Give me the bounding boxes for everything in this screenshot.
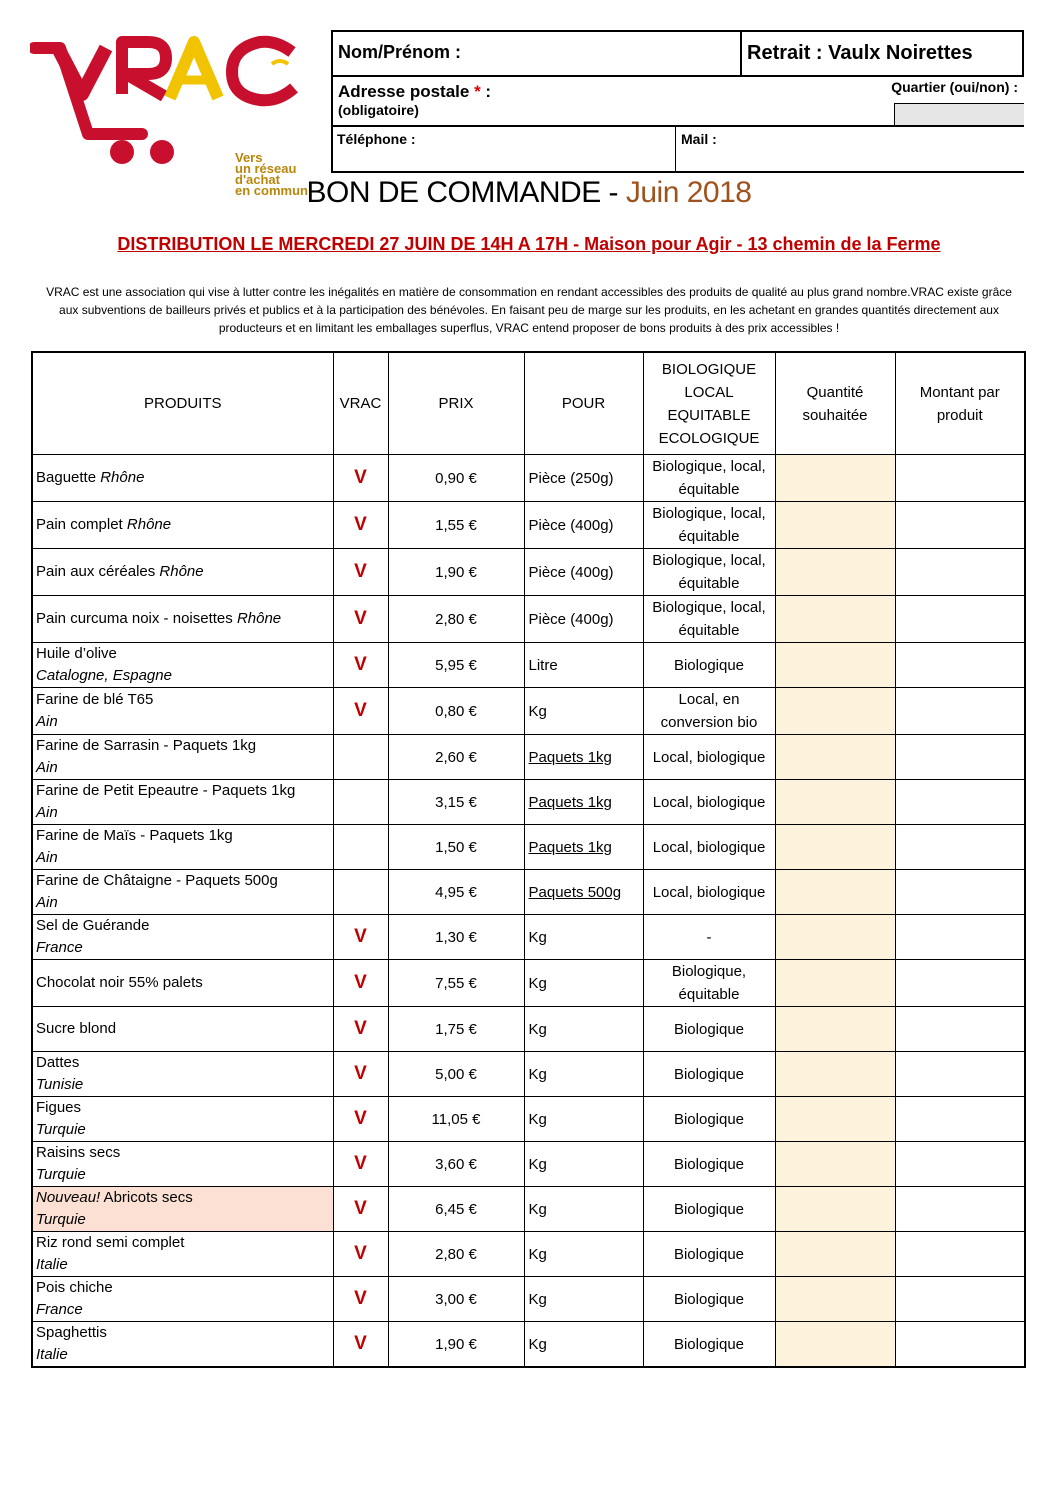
product-cell (32, 549, 333, 596)
vrac-cell (333, 1277, 388, 1322)
product-name: Raisins secs (36, 1144, 121, 1161)
label-cell: Biologique (643, 1232, 775, 1277)
vrac-mark: V (354, 926, 367, 947)
table-row (32, 1007, 1025, 1052)
vrac-mark: V (354, 1018, 367, 1039)
product-cell (32, 1277, 333, 1322)
product-origin: France (36, 1301, 83, 1318)
vrac-cell (333, 870, 388, 915)
price-cell: 7,55 € (388, 960, 524, 1007)
product-cell (32, 1097, 333, 1142)
quantity-input-cell[interactable] (775, 870, 895, 915)
product-origin: Turquie (36, 1166, 86, 1183)
table-row (32, 870, 1025, 915)
price-cell: 5,00 € (388, 1052, 524, 1097)
price-cell: 0,90 € (388, 455, 524, 502)
quantity-input-cell[interactable] (775, 780, 895, 825)
vrac-cell (333, 1322, 388, 1368)
price-cell: 4,95 € (388, 870, 524, 915)
header-vrac: VRAC (333, 352, 388, 455)
vrac-cell (333, 1142, 388, 1187)
unit-cell: Kg (524, 1097, 643, 1142)
amount-cell (895, 1097, 1025, 1142)
amount-cell (895, 870, 1025, 915)
product-cell (32, 643, 333, 688)
vrac-cell (333, 549, 388, 596)
table-row (32, 825, 1025, 870)
quantity-input-cell[interactable] (775, 1277, 895, 1322)
quartier-label: Quartier (oui/non) : (891, 79, 1018, 95)
name-field[interactable]: Nom/Prénom : (331, 30, 742, 77)
product-origin: Tunisie (36, 1076, 84, 1093)
amount-cell (895, 502, 1025, 549)
price-cell: 2,80 € (388, 596, 524, 643)
product-name: Chocolat noir 55% palets (36, 974, 203, 991)
label-cell: Local, biologique (643, 780, 775, 825)
vrac-cell (333, 825, 388, 870)
label-cell: Biologique, local, équitable (643, 502, 775, 549)
label-cell: Biologique (643, 1142, 775, 1187)
product-origin: Ain (36, 804, 58, 821)
product-cell (32, 1007, 333, 1052)
vrac-mark: V (354, 467, 367, 488)
unit-cell: Pièce (400g) (524, 549, 643, 596)
title-month: Juin 2018 (625, 176, 752, 209)
price-cell: 1,75 € (388, 1007, 524, 1052)
amount-cell (895, 1232, 1025, 1277)
product-name: Farine de Châtaigne - Paquets 500g (36, 872, 278, 889)
amount-cell (895, 1322, 1025, 1368)
order-table (31, 351, 1026, 1368)
price-cell: 6,45 € (388, 1187, 524, 1232)
vrac-cell (333, 780, 388, 825)
product-name: Farine de blé T65 (36, 691, 154, 708)
vrac-cell (333, 1007, 388, 1052)
table-row (32, 549, 1025, 596)
product-cell (32, 1187, 333, 1232)
vrac-cell (333, 596, 388, 643)
table-row (32, 780, 1025, 825)
price-cell: 2,60 € (388, 735, 524, 780)
product-name: Farine de Maïs - Paquets 1kg (36, 827, 233, 844)
quantity-input-cell[interactable] (775, 596, 895, 643)
price-cell: 1,30 € (388, 915, 524, 960)
amount-cell (895, 960, 1025, 1007)
table-row (32, 688, 1025, 735)
vrac-mark: V (354, 700, 367, 721)
address-label: Adresse postale (338, 82, 470, 101)
label-cell: Biologique, local, équitable (643, 596, 775, 643)
quantity-input-cell[interactable] (775, 1142, 895, 1187)
product-cell (32, 825, 333, 870)
vrac-cell (333, 502, 388, 549)
table-row (32, 1232, 1025, 1277)
vrac-cell (333, 1097, 388, 1142)
table-row (32, 960, 1025, 1007)
amount-cell (895, 1277, 1025, 1322)
label-cell: Local, biologique (643, 825, 775, 870)
product-origin: Rhône (236, 610, 282, 627)
vrac-mark: V (354, 608, 367, 629)
unit-cell: Pièce (400g) (524, 596, 643, 643)
quantity-input-cell[interactable] (775, 915, 895, 960)
unit-cell: Kg (524, 960, 643, 1007)
amount-cell (895, 825, 1025, 870)
amount-cell (895, 780, 1025, 825)
vrac-mark: V (354, 654, 367, 675)
product-cell (32, 780, 333, 825)
product-cell (32, 960, 333, 1007)
customer-info-form (331, 30, 1024, 173)
product-name: Abricots secs (100, 1189, 193, 1206)
product-origin: Italie (36, 1256, 68, 1273)
retrait-field: Retrait : Vaulx Noirettes (742, 30, 1024, 77)
label-cell: - (643, 915, 775, 960)
label-cell: Biologique (643, 1052, 775, 1097)
product-name: Pois chiche (36, 1279, 113, 1296)
new-badge: Nouveau! (36, 1189, 101, 1206)
product-name: Pain curcuma noix - noisettes (36, 610, 237, 627)
quartier-field[interactable] (894, 103, 1024, 125)
vrac-mark: V (354, 1198, 367, 1219)
price-cell: 1,50 € (388, 825, 524, 870)
product-cell (32, 915, 333, 960)
telephone-field[interactable]: Téléphone : (331, 125, 676, 173)
product-name: Figues (36, 1099, 82, 1116)
unit-cell: Kg (524, 1142, 643, 1187)
table-row (32, 455, 1025, 502)
quantity-input-cell[interactable] (775, 960, 895, 1007)
quantity-input-cell[interactable] (775, 1232, 895, 1277)
header-label: BIOLOGIQUE LOCAL EQUITABLE ECOLOGIQUE (643, 352, 775, 455)
amount-cell (895, 549, 1025, 596)
header-quantite: Quantité souhaitée (775, 352, 895, 455)
product-name: Sucre blond (36, 1020, 117, 1037)
product-origin: Ain (36, 849, 58, 866)
product-name: Pain aux céréales (36, 563, 160, 580)
price-cell: 5,95 € (388, 643, 524, 688)
price-cell: 3,15 € (388, 780, 524, 825)
label-cell: Biologique (643, 1097, 775, 1142)
vrac-mark: V (354, 1108, 367, 1129)
unit-cell: Kg (524, 1322, 643, 1368)
price-cell: 1,55 € (388, 502, 524, 549)
label-cell: Biologique (643, 1277, 775, 1322)
vrac-cell (333, 1232, 388, 1277)
product-cell (32, 870, 333, 915)
vrac-cell (333, 960, 388, 1007)
product-origin: Ain (36, 713, 58, 730)
product-name: Dattes (36, 1054, 80, 1071)
header-pour: POUR (524, 352, 643, 455)
label-cell: Local, biologique (643, 870, 775, 915)
quantity-input-cell[interactable] (775, 688, 895, 735)
table-row (32, 596, 1025, 643)
unit-cell: Litre (524, 643, 643, 688)
vrac-cell (333, 643, 388, 688)
logo-tagline: Vers un réseau d'achat en commun (235, 150, 308, 198)
amount-cell (895, 643, 1025, 688)
header-produits: PRODUITS (32, 352, 333, 455)
table-row (32, 1322, 1025, 1368)
vrac-mark: V (354, 972, 367, 993)
label-cell: Local, en conversion bio (643, 688, 775, 735)
label-cell: Biologique, local, équitable (643, 549, 775, 596)
quantity-input-cell[interactable] (775, 1052, 895, 1097)
price-cell: 2,80 € (388, 1232, 524, 1277)
price-cell: 3,60 € (388, 1142, 524, 1187)
product-name: Farine de Sarrasin - Paquets 1kg (36, 737, 257, 754)
unit-cell: Kg (524, 1187, 643, 1232)
unit-cell: Paquets 500g (524, 870, 643, 915)
quantity-input-cell[interactable] (775, 825, 895, 870)
cart-logo-icon (30, 34, 300, 168)
table-row (32, 915, 1025, 960)
label-cell: Biologique (643, 1187, 775, 1232)
vrac-mark: V (354, 514, 367, 535)
amount-cell (895, 915, 1025, 960)
product-origin: Ain (36, 759, 58, 776)
header-prix: PRIX (388, 352, 524, 455)
product-cell (32, 502, 333, 549)
amount-cell (895, 596, 1025, 643)
quantity-input-cell[interactable] (775, 549, 895, 596)
product-origin: Italie (36, 1346, 68, 1363)
product-cell (32, 1232, 333, 1277)
quantity-input-cell[interactable] (775, 455, 895, 502)
label-cell: Biologique (643, 643, 775, 688)
vrac-cell (333, 915, 388, 960)
price-cell: 11,05 € (388, 1097, 524, 1142)
quantity-input-cell[interactable] (775, 1097, 895, 1142)
unit-cell: Kg (524, 915, 643, 960)
address-required-note: (obligatoire) (338, 102, 419, 118)
quantity-input-cell[interactable] (775, 735, 895, 780)
product-origin: Rhône (126, 516, 172, 533)
table-row (32, 1277, 1025, 1322)
price-cell: 0,80 € (388, 688, 524, 735)
quantity-input-cell[interactable] (775, 1187, 895, 1232)
table-row (32, 1052, 1025, 1097)
price-cell: 1,90 € (388, 549, 524, 596)
unit-cell: Kg (524, 1232, 643, 1277)
unit-cell: Kg (524, 1007, 643, 1052)
product-name: Riz rond semi complet (36, 1234, 185, 1251)
vrac-mark: V (354, 1243, 367, 1264)
product-cell (32, 1322, 333, 1368)
product-cell (32, 455, 333, 502)
product-cell (32, 1052, 333, 1097)
unit-cell: Pièce (250g) (524, 455, 643, 502)
product-name: Spaghettis (36, 1324, 107, 1341)
vrac-mark: V (354, 1153, 367, 1174)
quantity-input-cell[interactable] (775, 643, 895, 688)
amount-cell (895, 455, 1025, 502)
table-row (32, 643, 1025, 688)
table-row (32, 502, 1025, 549)
label-cell: Biologique, local, équitable (643, 455, 775, 502)
vrac-mark: V (354, 1333, 367, 1354)
unit-cell: Pièce (400g) (524, 502, 643, 549)
product-name: Farine de Petit Epeautre - Paquets 1kg (36, 782, 296, 799)
header-montant: Montant par produit (895, 352, 1025, 455)
unit-cell: Paquets 1kg (524, 735, 643, 780)
price-cell: 1,90 € (388, 1322, 524, 1368)
product-origin: Rhône (100, 469, 145, 486)
label-cell: Local, biologique (643, 735, 775, 780)
quantity-input-cell[interactable] (775, 502, 895, 549)
product-origin: Ain (36, 894, 58, 911)
vrac-cell (333, 1187, 388, 1232)
vrac-mark: V (354, 1063, 367, 1084)
vrac-cell (333, 735, 388, 780)
distribution-info: DISTRIBUTION LE MERCREDI 27 JUIN DE 14H A 17H - Maison pour Agir - 13 chemin de la Ferme (117, 234, 941, 254)
quantity-input-cell[interactable] (775, 1007, 895, 1052)
intro-text: VRAC est une association qui vise à lutter contre les inégalités en matière de consommation en rendant accessibles des produits de qualité au plus grand nombre.VRAC existe grâce aux subventions de bailleurs privés et publics et à la participation des bénévoles. En faisant peu de marge sur les produits, en les achetant en grandes quantités directement aux producteurs et en limitant les emballages superflus, VRAC entend proposer de bons produits à des prix accessibles ! (46, 285, 1012, 335)
product-origin: Catalogne, Espagne (36, 667, 172, 684)
table-row (32, 1142, 1025, 1187)
product-name: Sel de Guérande (36, 917, 150, 934)
required-star: * (474, 82, 481, 101)
price-cell: 3,00 € (388, 1277, 524, 1322)
product-name: Pain complet (36, 516, 127, 533)
mail-field[interactable]: Mail : (676, 125, 1024, 173)
product-cell (32, 1142, 333, 1187)
address-field[interactable]: Adresse postale * : (obligatoire) (331, 77, 894, 125)
amount-cell (895, 688, 1025, 735)
product-origin: Turquie (36, 1211, 86, 1228)
unit-cell: Kg (524, 1052, 643, 1097)
product-cell (32, 735, 333, 780)
vrac-cell (333, 455, 388, 502)
vrac-cell (333, 1052, 388, 1097)
amount-cell (895, 1052, 1025, 1097)
vrac-cell (333, 688, 388, 735)
quantity-input-cell[interactable] (775, 1322, 895, 1368)
table-row (32, 1097, 1025, 1142)
table-row (32, 735, 1025, 780)
product-origin: Turquie (36, 1121, 86, 1138)
vrac-logo (30, 34, 308, 198)
unit-cell: Paquets 1kg (524, 825, 643, 870)
amount-cell (895, 735, 1025, 780)
unit-cell: Kg (524, 1277, 643, 1322)
product-origin: France (36, 939, 83, 956)
product-origin: Rhône (159, 563, 204, 580)
table-row (32, 1187, 1025, 1232)
vrac-mark: V (354, 1288, 367, 1309)
product-cell (32, 688, 333, 735)
amount-cell (895, 1142, 1025, 1187)
label-cell: Biologique (643, 1322, 775, 1368)
product-name: Baguette (36, 469, 101, 486)
label-cell: Biologique, équitable (643, 960, 775, 1007)
vrac-mark: V (354, 561, 367, 582)
unit-cell: Kg (524, 688, 643, 735)
table-header-row (32, 352, 1025, 455)
amount-cell (895, 1187, 1025, 1232)
label-cell: Biologique (643, 1007, 775, 1052)
product-name: Huile d’olive (36, 645, 117, 662)
page-title: BON DE COMMANDE - Juin 2018 (306, 176, 752, 209)
amount-cell (895, 1007, 1025, 1052)
product-cell (32, 596, 333, 643)
unit-cell: Paquets 1kg (524, 780, 643, 825)
